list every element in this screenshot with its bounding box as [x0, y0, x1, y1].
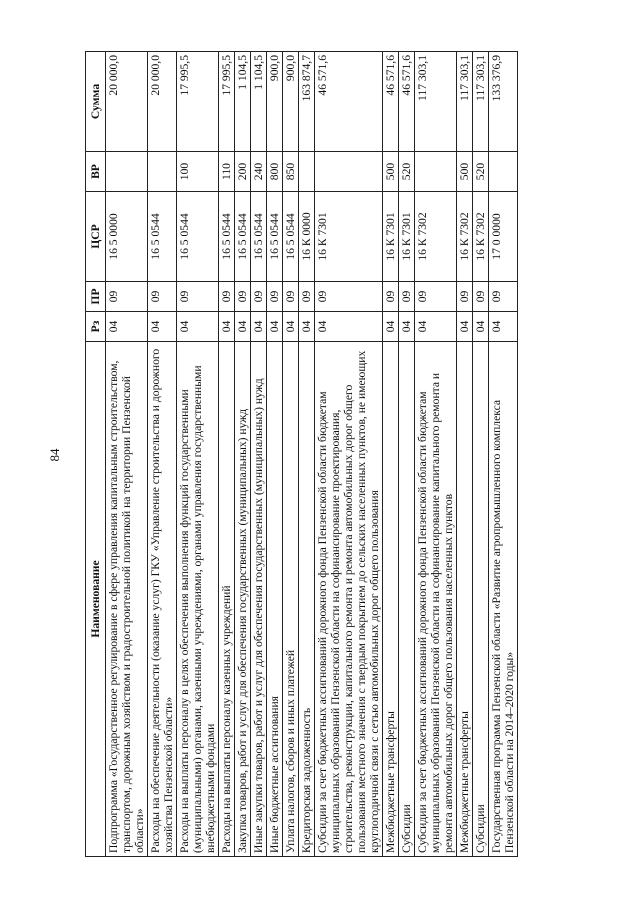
- cell-vr: 850: [283, 152, 299, 192]
- cell-csr: 16 К 7302: [457, 192, 473, 282]
- cell-rz: 04: [489, 312, 518, 342]
- cell-sum: 900,0: [283, 52, 299, 152]
- cell-rz: 04: [267, 312, 283, 342]
- cell-csr: 16 К 7301: [315, 192, 383, 282]
- cell-rz: 04: [299, 312, 315, 342]
- cell-sum: 117 303,1: [473, 52, 489, 152]
- cell-csr: 16 К 7302: [473, 192, 489, 282]
- cell-rz: 04: [415, 312, 457, 342]
- cell-vr: 500: [383, 152, 399, 192]
- table-row: [283, 52, 299, 857]
- header-sum: Сумма: [86, 52, 106, 152]
- table-row: [106, 52, 148, 857]
- cell-name: Субсидии за счет бюджетных ассигнований дорожного фонда Пензенской области бюджетам муниципальных образований Пензенской области на софинансирование проектирования, строительства, реконструкции, капитального ремонта и ремонта автомобильных дорог общего пользования местного значения с твердым покрытием до сельских населенных пунктов, не имеющих круглогодичной связи с сетью автомобильных дорог общего пользования: [315, 342, 383, 857]
- cell-vr: [489, 152, 518, 192]
- cell-pr: 09: [251, 282, 267, 312]
- table-header-row: [86, 52, 106, 857]
- table-row: [148, 52, 177, 857]
- header-rz: Рз: [86, 312, 106, 342]
- cell-vr: [148, 152, 177, 192]
- cell-name: Расходы на выплаты персоналу казенных учреждений: [219, 342, 235, 857]
- cell-name: Субсидии: [473, 342, 489, 857]
- cell-rz: 04: [473, 312, 489, 342]
- page-number: 84: [47, 448, 62, 462]
- cell-sum: 1 104,5: [251, 52, 267, 152]
- table-row: [177, 52, 219, 857]
- cell-csr: 16 5 0544: [267, 192, 283, 282]
- cell-name: Государственная программа Пензенской области «Развитие агропромышленного комплекса Пензенской области на 2014–2020 годы»: [489, 342, 518, 857]
- cell-vr: 520: [473, 152, 489, 192]
- cell-sum: 1 104,5: [235, 52, 251, 152]
- cell-csr: 16 К 0000: [299, 192, 315, 282]
- cell-sum: 117 303,1: [415, 52, 457, 152]
- cell-rz: 04: [383, 312, 399, 342]
- cell-name: Иные бюджетные ассигнования: [267, 342, 283, 857]
- cell-sum: 17 995,5: [177, 52, 219, 152]
- table-row: [315, 52, 383, 857]
- cell-name: Закупка товаров, работ и услуг для обеспечения государственных (муниципальных) нужд: [235, 342, 251, 857]
- table-row: [489, 52, 518, 857]
- cell-sum: 46 571,6: [383, 52, 399, 152]
- cell-pr: 09: [177, 282, 219, 312]
- header-csr: ЦСР: [86, 192, 106, 282]
- cell-rz: 04: [399, 312, 415, 342]
- cell-csr: 16 5 0544: [177, 192, 219, 282]
- cell-vr: [415, 152, 457, 192]
- cell-vr: 200: [235, 152, 251, 192]
- table-row: [399, 52, 415, 857]
- cell-pr: 09: [235, 282, 251, 312]
- cell-vr: [106, 152, 148, 192]
- cell-sum: 17 995,5: [219, 52, 235, 152]
- cell-sum: 133 376,9: [489, 52, 518, 152]
- cell-csr: 17 0 0000: [489, 192, 518, 282]
- cell-rz: 04: [177, 312, 219, 342]
- cell-sum: 46 571,6: [315, 52, 383, 152]
- cell-rz: 04: [148, 312, 177, 342]
- cell-name: Расходы на обеспечение деятельности (оказание услуг) ГКУ «Управление строительства и дорожного хозяйства Пензенской области»: [148, 342, 177, 857]
- table-row: [251, 52, 267, 857]
- cell-vr: 520: [399, 152, 415, 192]
- cell-pr: 09: [457, 282, 473, 312]
- cell-pr: 09: [383, 282, 399, 312]
- table-row: [473, 52, 489, 857]
- cell-rz: 04: [235, 312, 251, 342]
- cell-rz: 04: [315, 312, 383, 342]
- cell-name: Субсидии за счет бюджетных ассигнований дорожного фонда Пензенской области бюджетам муниципальных образований Пензенской области на софинансирование капитального ремонта и ремонта автомобильных дорог общего пользования населенных пунктов: [415, 342, 457, 857]
- cell-sum: 20 000,0: [106, 52, 148, 152]
- cell-csr: 16 К 7301: [399, 192, 415, 282]
- cell-name: Подпрограмма «Государственное регулирование в сфере управления капитальным строительством, транспортом, дорожным хозяйством и градостроительной политикой на территории Пензенской области»: [106, 342, 148, 857]
- header-vr: ВР: [86, 152, 106, 192]
- cell-pr: 09: [283, 282, 299, 312]
- cell-pr: 09: [106, 282, 148, 312]
- cell-pr: 09: [399, 282, 415, 312]
- cell-pr: 09: [267, 282, 283, 312]
- table-row: [383, 52, 399, 857]
- cell-csr: 16 5 0544: [235, 192, 251, 282]
- cell-name: Кредиторская задолженность: [299, 342, 315, 857]
- cell-pr: 09: [219, 282, 235, 312]
- cell-rz: 04: [106, 312, 148, 342]
- cell-csr: 16 5 0544: [148, 192, 177, 282]
- cell-vr: 100: [177, 152, 219, 192]
- cell-csr: 16 5 0544: [283, 192, 299, 282]
- cell-rz: 04: [219, 312, 235, 342]
- cell-pr: 09: [415, 282, 457, 312]
- cell-rz: 04: [283, 312, 299, 342]
- cell-csr: 16 К 7302: [415, 192, 457, 282]
- cell-vr: 110: [219, 152, 235, 192]
- cell-vr: 500: [457, 152, 473, 192]
- table-row: [457, 52, 473, 857]
- cell-name: Межбюджетные трансферты: [457, 342, 473, 857]
- table-row: [415, 52, 457, 857]
- cell-pr: 09: [148, 282, 177, 312]
- budget-table: [85, 51, 518, 857]
- cell-name: Уплата налогов, сборов и иных платежей: [283, 342, 299, 857]
- cell-vr: 240: [251, 152, 267, 192]
- cell-sum: 117 303,1: [457, 52, 473, 152]
- cell-sum: 163 874,7: [299, 52, 315, 152]
- cell-rz: 04: [251, 312, 267, 342]
- table-row: [299, 52, 315, 857]
- cell-vr: [299, 152, 315, 192]
- cell-csr: 16 5 0544: [251, 192, 267, 282]
- table-row: [219, 52, 235, 857]
- cell-vr: [315, 152, 383, 192]
- cell-csr: 16 5 0544: [219, 192, 235, 282]
- cell-name: Межбюджетные трансферты: [383, 342, 399, 857]
- cell-rz: 04: [457, 312, 473, 342]
- rotated-page-content: [85, 52, 565, 857]
- cell-pr: 09: [489, 282, 518, 312]
- table-row: [267, 52, 283, 857]
- header-name: Наименование: [86, 342, 106, 857]
- cell-csr: 16 5 0000: [106, 192, 148, 282]
- cell-pr: 09: [299, 282, 315, 312]
- cell-pr: 09: [315, 282, 383, 312]
- cell-name: Иные закупки товаров, работ и услуг для обеспечения государственных (муниципальных) нужд: [251, 342, 267, 857]
- cell-csr: 16 К 7301: [383, 192, 399, 282]
- cell-pr: 09: [473, 282, 489, 312]
- cell-sum: 46 571,6: [399, 52, 415, 152]
- cell-sum: 20 000,0: [148, 52, 177, 152]
- cell-name: Расходы на выплаты персоналу в целях обеспечения выполнения функций государственными (муниципальными) органами, казенными учреждениями, органами управления государственными внебюджетными фондами: [177, 342, 219, 857]
- cell-vr: 800: [267, 152, 283, 192]
- table-body: [106, 52, 518, 857]
- cell-sum: 900,0: [267, 52, 283, 152]
- cell-name: Субсидии: [399, 342, 415, 857]
- header-pr: ПР: [86, 282, 106, 312]
- table-row: [235, 52, 251, 857]
